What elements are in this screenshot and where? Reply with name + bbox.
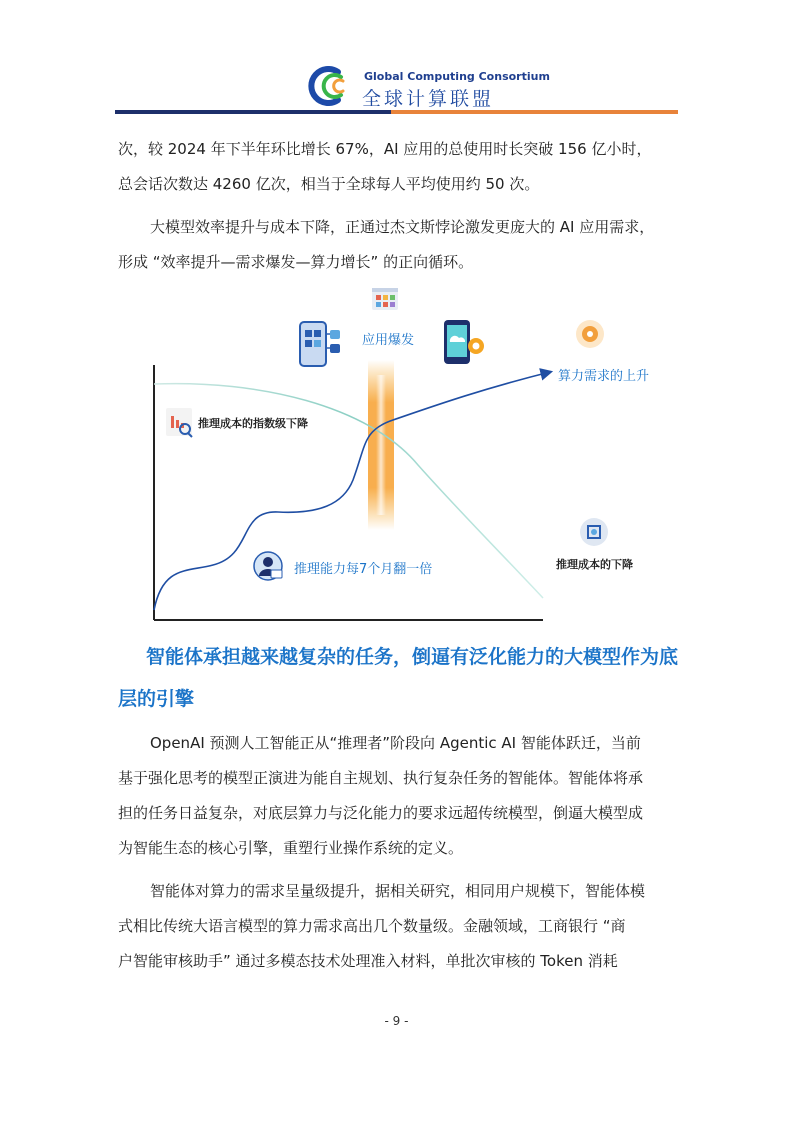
org-name-cn: 全球计算联盟 (362, 88, 495, 110)
paragraph-line: 智能体对算力的需求呈量级提升，据相关研究，相同用户规模下，智能体模 (150, 882, 646, 900)
header-rule-orange (391, 110, 678, 114)
glow-band-core (376, 375, 386, 515)
header-rule-navy (115, 110, 391, 114)
paragraph-line: OpenAI 预测人工智能正从“推理者”阶段向 Agentic AI 智能体跃迁，当前 (150, 734, 641, 752)
label-cost-drop: 推理成本的下降 (556, 558, 633, 571)
brain-circuit-icon (580, 518, 608, 546)
org-name-en: Global Computing Consortium (364, 70, 550, 83)
label-capability: 推理能力每7个月翻一倍 (294, 562, 433, 577)
paragraph-4 (118, 874, 678, 979)
paragraph-line: 户智能审核助手” 通过多模态技术处理准入材料，单批次审核的 Token 消耗 (118, 952, 618, 970)
paragraph-1 (118, 132, 678, 202)
label-cost-exp-drop: 推理成本的指数级下降 (198, 417, 308, 430)
section-heading (118, 636, 678, 720)
consortium-logo-icon (308, 66, 356, 106)
paragraph-3 (118, 726, 678, 866)
heading-line: 智能体承担越来越复杂的任务，倒逼有泛化能力的大模型作为底 (146, 646, 679, 668)
cost-chart-magnifier-icon (166, 408, 192, 437)
paragraph-2 (118, 210, 678, 280)
compute-demand-diagram (118, 280, 678, 625)
gear-brain-icon (576, 320, 604, 348)
person-code-icon (254, 552, 282, 580)
paragraph-line: 基于强化思考的模型正演进为能自主规划、执行复杂任务的智能体。智能体将承 (118, 769, 644, 787)
paragraph-line: 大模型效率提升与成本下降，正通过杰文斯悖论激发更庞大的 AI 应用需求， (150, 218, 655, 236)
mobile-apps-icon (300, 322, 340, 366)
heading-line: 层的引擎 (118, 688, 195, 710)
paragraph-line: 式相比传统大语言模型的算力需求高出几个数量级。金融领域，工商银行 “商 (118, 917, 626, 935)
paragraph-line: 担的任务日益复杂，对底层算力与泛化能力的要求远超传统模型，倒逼大模型成 (118, 804, 644, 822)
label-app-boom: 应用爆发 (362, 333, 415, 348)
app-grid-icon (372, 288, 398, 310)
phone-cloud-gear-icon (444, 320, 484, 364)
paragraph-line: 总会话次数达 4260 亿次，相当于全球每人平均使用约 50 次。 (118, 175, 540, 193)
page-header (0, 0, 793, 115)
paragraph-line: 形成 “效率提升—需求爆发—算力增长” 的正向循环。 (118, 253, 474, 271)
page-number: - 9 - (384, 1014, 409, 1028)
paragraph-line: 次，较 2024 年下半年环比增长 67%，AI 应用的总使用时长突破 156 亿小时， (118, 140, 652, 158)
paragraph-line: 为智能生态的核心引擎，重塑行业操作系统的定义。 (118, 839, 464, 857)
label-compute-rise: 算力需求的上升 (558, 369, 650, 384)
